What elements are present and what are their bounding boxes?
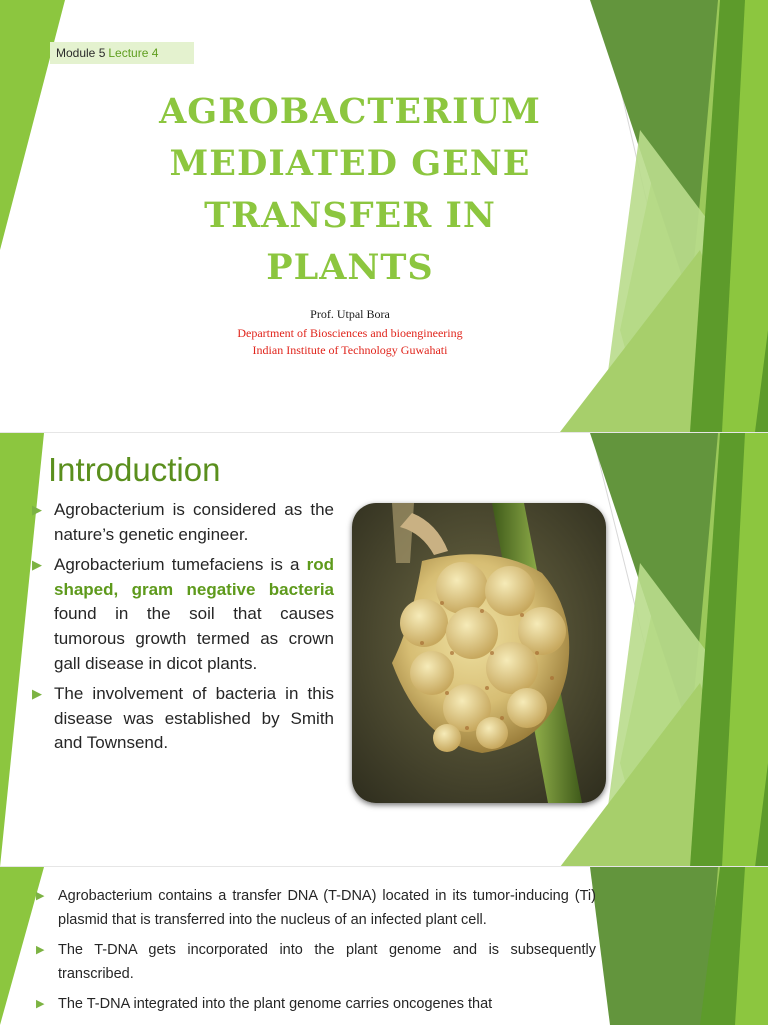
bullet-text: found in the soil that causes tumorous growth termed as crown gall disease in dicot plants. [54, 604, 334, 673]
module-lecture-tag [50, 42, 194, 64]
bullet-text: Agrobacterium is considered as the nature’s genetic engineer. [54, 500, 334, 544]
affiliation [150, 325, 550, 359]
crown-gall-image [352, 503, 606, 803]
title-slide [0, 0, 768, 432]
bullet-text: The T-DNA integrated into the plant genome carries oncogenes that [58, 996, 493, 1012]
list-item [32, 682, 334, 756]
bullet-text: The T-DNA gets incorporated into the plant genome and is subsequently transcribed. [58, 942, 596, 982]
bullet-text: The involvement of bacteria in this disease was established by Smith and Townsend. [54, 684, 334, 753]
list-item [32, 553, 334, 676]
bullet-arrow-icon: ▶ [36, 998, 45, 1010]
highlighted-text: rod shaped, gram negative bacteria [54, 555, 334, 599]
bullet-text: Agrobacterium contains a transfer DNA (T-DNA) located in its tumor-inducing (Ti) plasmid that is transferred into the nucleus of an infected plant cell. [58, 888, 596, 928]
crown-gall-photo [352, 503, 606, 803]
list-item [36, 884, 596, 932]
tdna-bullet-list [36, 884, 596, 1022]
bullet-text: Agrobacterium tumefaciens is a [54, 555, 307, 575]
list-item [36, 992, 596, 1016]
lecture-label: Lecture 4 [108, 46, 159, 60]
list-item [32, 498, 334, 547]
institute-name: Indian Institute of Technology Guwahati [252, 343, 448, 357]
bullet-arrow-icon: ▶ [32, 686, 42, 702]
bullet-arrow-icon: ▶ [32, 557, 42, 573]
module-label: Module 5 [56, 46, 106, 60]
list-item [36, 938, 596, 986]
introduction-bullet-list [32, 498, 334, 762]
bullet-arrow-icon: ▶ [36, 944, 45, 956]
department-name: Department of Biosciences and bioengineering [237, 326, 463, 340]
bullet-arrow-icon: ▶ [36, 890, 45, 902]
bullet-arrow-icon: ▶ [32, 502, 42, 517]
slide-title: AGROBACTERIUM MEDIATED GENE TRANSFER IN PLANTS [159, 91, 541, 288]
author-name: Prof. Utpal Bora [310, 307, 390, 321]
slide-heading: Introduction [48, 451, 221, 488]
